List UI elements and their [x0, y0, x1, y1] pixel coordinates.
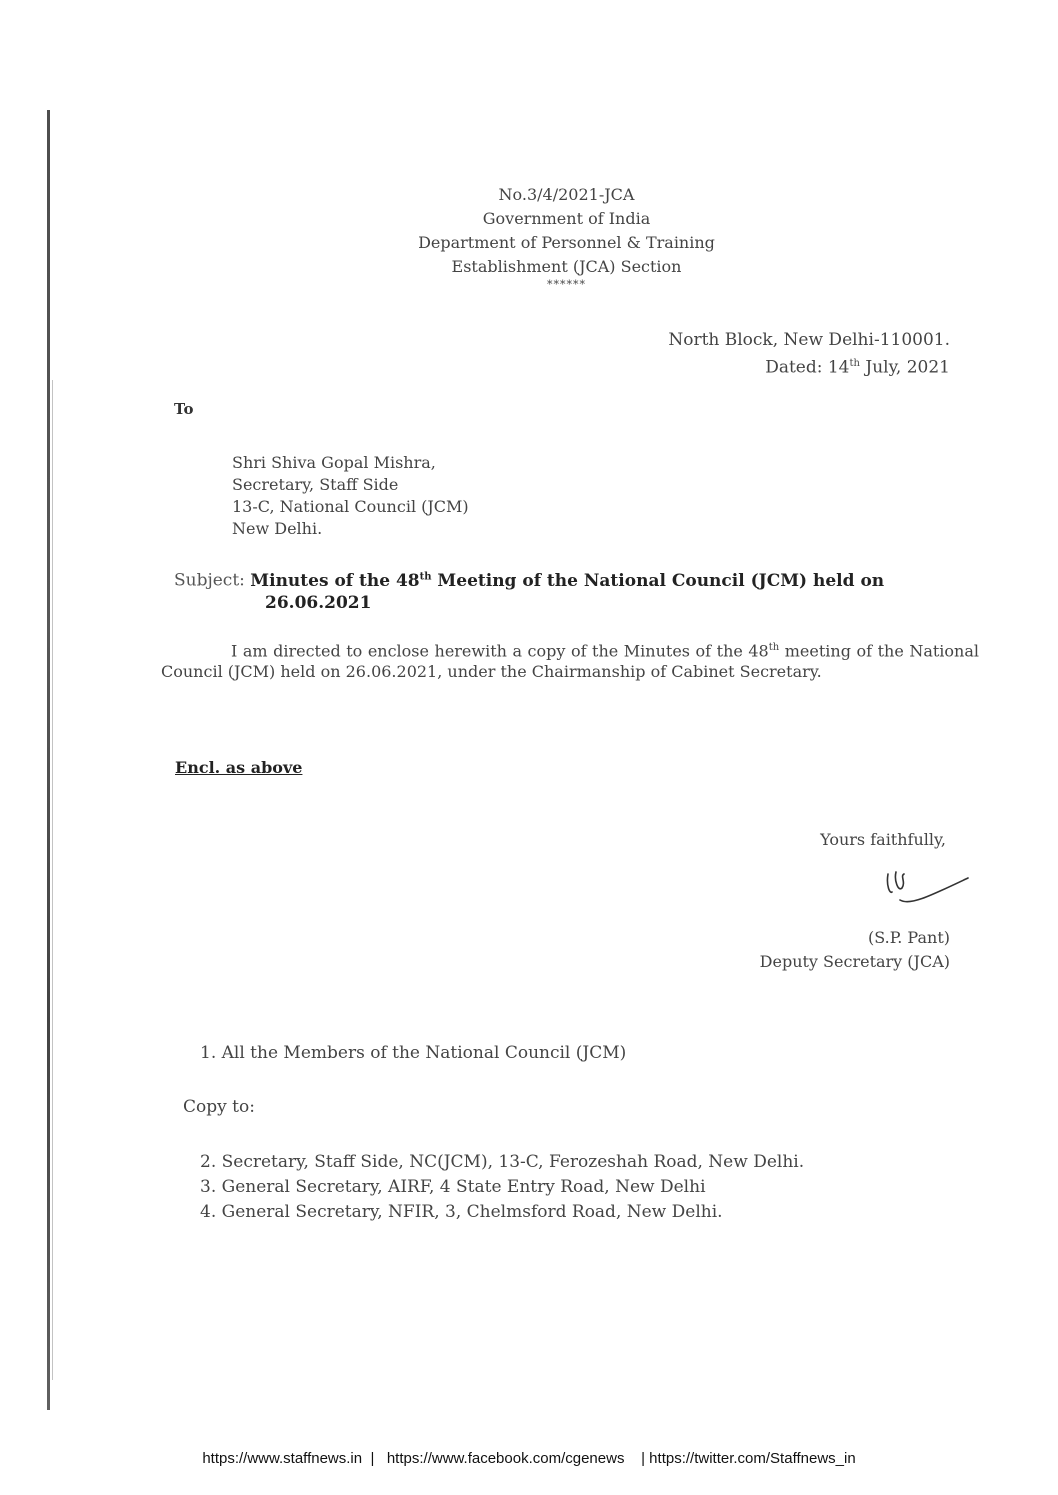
letter-date: Dated: 14th July, 2021	[765, 357, 950, 378]
footer-links: https://www.staffnews.in | https://www.facebook.com/cgenews | https://twitter.com/Staffnews_in	[202, 1450, 856, 1467]
scan-edge-shadow-inner	[52, 380, 53, 1380]
file-number: No.3/4/2021-JCA	[498, 185, 635, 204]
signature-block	[760, 926, 950, 974]
recipient-address	[232, 452, 469, 540]
to-label: To	[174, 400, 194, 418]
section-line: Establishment (JCA) Section	[451, 257, 682, 276]
copy-list-item: 4. General Secretary, NFIR, 3, Chelmsford Road, New Delhi.	[200, 1202, 723, 1222]
signatory-designation: Deputy Secretary (JCA)	[759, 952, 950, 971]
closing-salutation: Yours faithfully,	[820, 830, 946, 849]
subject-line	[174, 566, 984, 614]
subject-label: Subject:	[174, 570, 245, 591]
distribution-item-1: 1. All the Members of the National Council (JCM)	[200, 1043, 627, 1063]
office-address: North Block, New Delhi-110001.	[668, 330, 950, 350]
body-paragraph: I am directed to enclose herewith a copy of the Minutes of the 48th meeting of the National Council (JCM) held on 26.06.2021, under the Chairmanship of Cabinet Secretary.	[161, 641, 980, 682]
signatory-name: (S.P. Pant)	[868, 928, 950, 947]
recipient-designation: Secretary, Staff Side	[232, 475, 399, 494]
department-line: Department of Personnel & Training	[418, 233, 715, 252]
place-and-date	[668, 328, 950, 380]
copy-list-item: 2. Secretary, Staff Side, NC(JCM), 13-C, Ferozeshah Road, New Delhi.	[200, 1152, 805, 1172]
copy-list-item: 3. General Secretary, AIRF, 4 State Entry Road, New Delhi	[200, 1177, 706, 1197]
government-line: Government of India	[482, 209, 651, 228]
signature-mark	[880, 866, 970, 916]
subject-text: Minutes of the 48th Meeting of the National Council (JCM) held on	[250, 570, 885, 591]
enclosure-note: Encl. as above	[175, 758, 303, 777]
recipient-name: Shri Shiva Gopal Mishra,	[232, 453, 436, 472]
header-separator: ******	[547, 278, 586, 291]
subject-date: 26.06.2021	[265, 592, 372, 613]
recipient-city: New Delhi.	[232, 519, 323, 538]
scan-edge-shadow	[47, 110, 50, 1410]
recipient-office: 13-C, National Council (JCM)	[232, 497, 469, 516]
letter-header	[0, 183, 1058, 291]
copy-list	[200, 1150, 804, 1225]
copy-to-label: Copy to:	[183, 1097, 255, 1117]
